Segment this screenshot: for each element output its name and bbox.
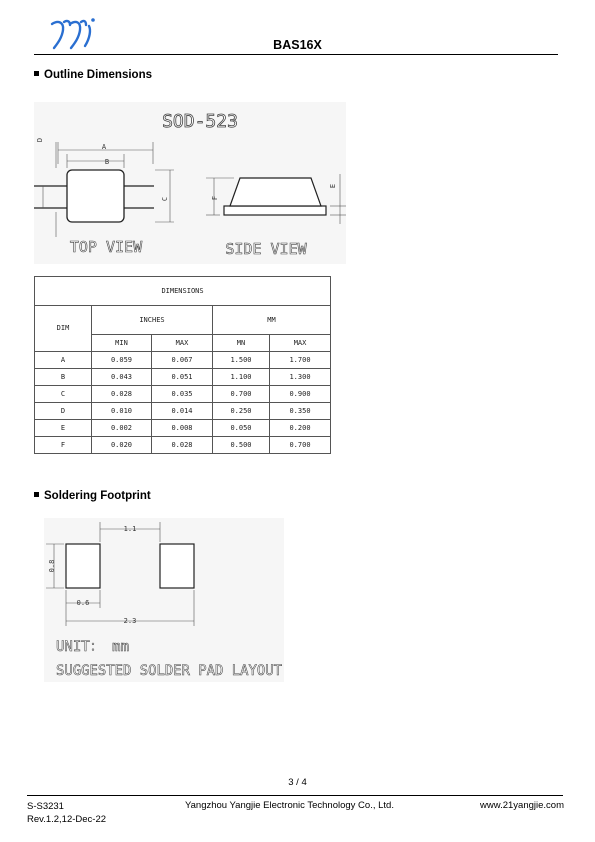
table-header-mm-max: MAX bbox=[270, 335, 331, 352]
cell-mm-min: 0.050 bbox=[213, 420, 270, 437]
document-title: BAS16X bbox=[273, 38, 322, 52]
dim-gap-label: 1.1 bbox=[123, 525, 137, 533]
cell-in-min: 0.020 bbox=[92, 437, 152, 454]
cell-in-min: 0.043 bbox=[92, 369, 152, 386]
bullet-square-icon bbox=[34, 71, 39, 76]
cell-in-max: 0.008 bbox=[152, 420, 213, 437]
table-row bbox=[35, 420, 331, 437]
package-name: SOD-523 bbox=[162, 111, 238, 132]
cell-in-max: 0.014 bbox=[152, 403, 213, 420]
cell-mm-min: 1.500 bbox=[213, 352, 270, 369]
cell-dim: D bbox=[35, 403, 92, 420]
cell-mm-max: 0.700 bbox=[270, 437, 331, 454]
table-header-mm-min: MN bbox=[213, 335, 270, 352]
table-header-inches: INCHES bbox=[92, 306, 213, 335]
cell-dim: B bbox=[35, 369, 92, 386]
footer-rule bbox=[27, 795, 563, 796]
cell-mm-min: 0.700 bbox=[213, 386, 270, 403]
cell-in-max: 0.035 bbox=[152, 386, 213, 403]
cell-mm-max: 1.700 bbox=[270, 352, 331, 369]
table-header-in-max: MAX bbox=[152, 335, 213, 352]
table-row bbox=[35, 386, 331, 403]
cell-in-min: 0.010 bbox=[92, 403, 152, 420]
cell-dim: E bbox=[35, 420, 92, 437]
section-title-outline: Outline Dimensions bbox=[34, 69, 152, 81]
page-number: 3 / 4 bbox=[288, 777, 307, 788]
footer-left bbox=[27, 800, 106, 826]
dim-label-e: E bbox=[329, 183, 337, 189]
cell-in-max: 0.051 bbox=[152, 369, 213, 386]
section-title-soldering: Soldering Footprint bbox=[34, 490, 151, 502]
cell-dim: F bbox=[35, 437, 92, 454]
cell-dim: A bbox=[35, 352, 92, 369]
revision: Rev.1.2,12-Dec-22 bbox=[27, 814, 107, 825]
table-row bbox=[35, 369, 331, 386]
dimensions-table bbox=[34, 276, 331, 454]
website-link[interactable]: www.21yangjie.com bbox=[480, 800, 564, 811]
cell-mm-min: 0.250 bbox=[213, 403, 270, 420]
dim-label-a: A bbox=[101, 143, 107, 151]
table-row bbox=[35, 403, 331, 420]
dim-label-b: B bbox=[104, 158, 110, 166]
dim-width-label: 0.6 bbox=[76, 599, 90, 607]
dim-label-c: C bbox=[161, 196, 169, 202]
cell-dim: C bbox=[35, 386, 92, 403]
cell-in-min: 0.002 bbox=[92, 420, 152, 437]
header-rule bbox=[34, 54, 558, 55]
table-header-dim: DIM bbox=[35, 306, 92, 352]
cell-mm-max: 0.200 bbox=[270, 420, 331, 437]
cell-mm-min: 1.100 bbox=[213, 369, 270, 386]
cell-mm-max: 0.350 bbox=[270, 403, 331, 420]
dim-label-d: D bbox=[36, 137, 44, 143]
document-id: S-S3231 bbox=[27, 801, 64, 812]
bullet-square-icon bbox=[34, 492, 39, 497]
side-view-package bbox=[224, 178, 326, 215]
table-row bbox=[35, 437, 331, 454]
dim-label-f: F bbox=[211, 195, 219, 201]
solder-footprint-drawing bbox=[44, 518, 284, 682]
table-row bbox=[35, 352, 331, 369]
company-name: Yangzhou Yangjie Electronic Technology Co., Ltd. bbox=[185, 800, 394, 811]
table-title: DIMENSIONS bbox=[35, 277, 331, 306]
cell-in-min: 0.028 bbox=[92, 386, 152, 403]
cell-mm-max: 1.300 bbox=[270, 369, 331, 386]
side-view-label: SIDE VIEW bbox=[225, 240, 307, 258]
top-view-label: TOP VIEW bbox=[69, 238, 143, 256]
dim-total-label: 2.3 bbox=[123, 617, 137, 625]
dim-height-label: 0.8 bbox=[48, 559, 56, 573]
table-header-in-min: MIN bbox=[92, 335, 152, 352]
cell-in-max: 0.028 bbox=[152, 437, 213, 454]
outline-drawing bbox=[34, 102, 346, 264]
cell-mm-min: 0.500 bbox=[213, 437, 270, 454]
cell-in-min: 0.059 bbox=[92, 352, 152, 369]
table-header-mm: MM bbox=[213, 306, 331, 335]
unit-label: UNIT： mm bbox=[56, 639, 130, 655]
cell-in-max: 0.067 bbox=[152, 352, 213, 369]
footprint-caption: SUGGESTED SOLDER PAD LAYOUT bbox=[56, 663, 283, 679]
cell-mm-max: 0.900 bbox=[270, 386, 331, 403]
